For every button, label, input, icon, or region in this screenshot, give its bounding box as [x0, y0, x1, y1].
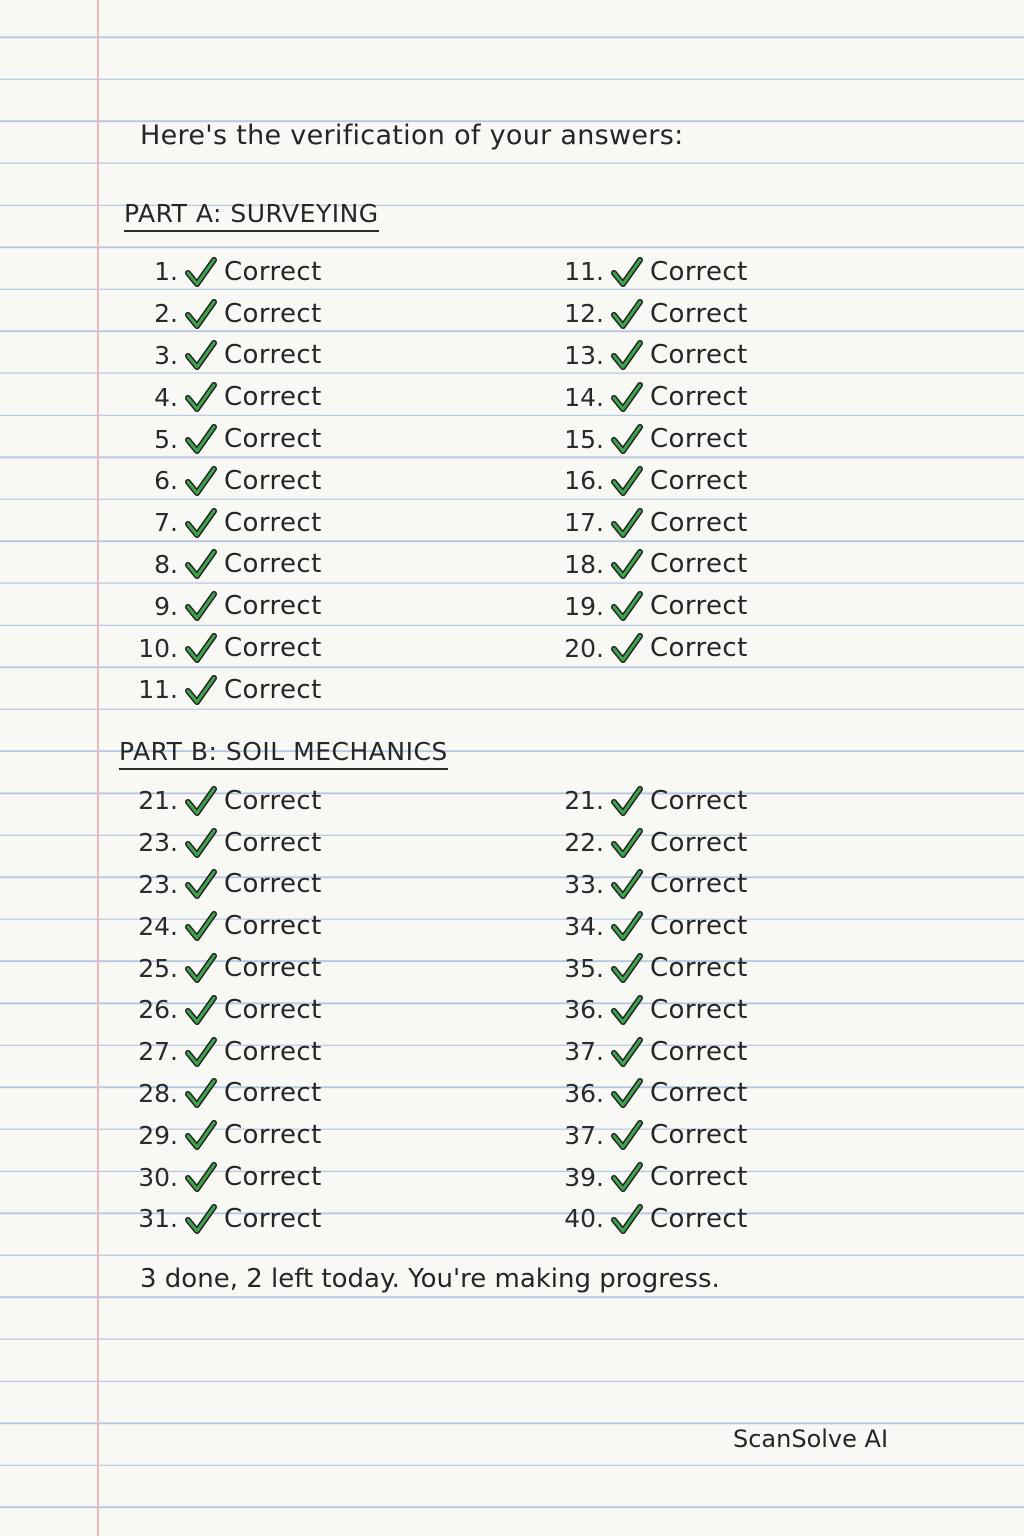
answer-row	[128, 1073, 322, 1115]
question-number: 10.	[138, 633, 178, 663]
answer-row	[554, 460, 748, 502]
status-label: Correct	[650, 785, 748, 816]
question-number: 18.	[564, 549, 604, 579]
answer-row	[554, 627, 748, 669]
status-label: Correct	[224, 674, 322, 705]
part-b-right-column	[554, 780, 748, 1240]
check-mark-icon	[604, 911, 650, 941]
brand-signature: ScanSolve AI	[733, 1425, 889, 1453]
answer-row	[128, 864, 322, 906]
status-label: Correct	[650, 827, 748, 858]
answer-row	[128, 905, 322, 947]
check-mark-icon	[178, 466, 224, 496]
answer-row	[128, 989, 322, 1031]
check-mark-icon	[178, 869, 224, 899]
check-mark-icon	[178, 591, 224, 621]
question-number: 6.	[154, 466, 178, 496]
question-number: 11.	[138, 675, 178, 705]
answer-row	[128, 780, 322, 822]
answer-row	[554, 544, 748, 586]
check-mark-icon	[604, 382, 650, 412]
status-label: Correct	[650, 1203, 748, 1234]
check-mark-icon	[178, 1078, 224, 1108]
check-mark-icon	[604, 340, 650, 370]
answer-row	[128, 251, 322, 293]
check-mark-icon	[604, 786, 650, 816]
status-label: Correct	[224, 382, 322, 413]
question-number: 9.	[154, 591, 178, 621]
check-mark-icon	[604, 828, 650, 858]
check-mark-icon	[604, 1037, 650, 1067]
check-mark-icon	[178, 340, 224, 370]
status-label: Correct	[224, 1203, 322, 1234]
check-mark-icon	[604, 508, 650, 538]
question-number: 16.	[564, 466, 604, 496]
question-number: 8.	[154, 549, 178, 579]
status-label: Correct	[224, 1078, 322, 1109]
status-label: Correct	[224, 549, 322, 580]
question-number: 33.	[564, 869, 604, 899]
check-mark-icon	[178, 1120, 224, 1150]
status-label: Correct	[650, 424, 748, 455]
check-mark-icon	[178, 257, 224, 287]
status-label: Correct	[650, 591, 748, 622]
question-number: 23.	[138, 869, 178, 899]
answer-row	[128, 947, 322, 989]
question-number: 28.	[138, 1078, 178, 1108]
status-label: Correct	[224, 785, 322, 816]
answer-row	[554, 418, 748, 460]
question-number: 20.	[564, 633, 604, 663]
answer-row	[128, 418, 322, 460]
part-a-left-column	[128, 251, 322, 711]
check-mark-icon	[178, 953, 224, 983]
question-number: 21.	[564, 786, 604, 816]
answer-row	[554, 376, 748, 418]
status-label: Correct	[224, 1120, 322, 1151]
question-number: 37.	[564, 1120, 604, 1150]
check-mark-icon	[178, 299, 224, 329]
answer-row	[554, 585, 748, 627]
intro-text: Here's the verification of your answers:	[140, 120, 684, 151]
status-label: Correct	[650, 953, 748, 984]
status-label: Correct	[224, 1162, 322, 1193]
answer-row	[554, 502, 748, 544]
status-label: Correct	[224, 1036, 322, 1067]
check-mark-icon	[178, 828, 224, 858]
answer-row	[554, 293, 748, 335]
status-label: Correct	[224, 591, 322, 622]
question-number: 36.	[564, 995, 604, 1025]
check-mark-icon	[604, 466, 650, 496]
check-mark-icon	[178, 911, 224, 941]
question-number: 1.	[154, 257, 178, 287]
answer-row	[554, 822, 748, 864]
question-number: 11.	[564, 257, 604, 287]
status-label: Correct	[224, 465, 322, 496]
question-number: 21.	[138, 786, 178, 816]
part-b-left-column	[128, 780, 322, 1240]
check-mark-icon	[604, 633, 650, 663]
check-mark-icon	[604, 424, 650, 454]
answer-row	[128, 627, 322, 669]
check-mark-icon	[604, 549, 650, 579]
status-label: Correct	[224, 953, 322, 984]
question-number: 25.	[138, 953, 178, 983]
check-mark-icon	[604, 869, 650, 899]
answer-row	[128, 544, 322, 586]
status-label: Correct	[224, 298, 322, 329]
check-mark-icon	[604, 1078, 650, 1108]
question-number: 29.	[138, 1120, 178, 1150]
answer-row	[128, 460, 322, 502]
check-mark-icon	[604, 591, 650, 621]
question-number: 13.	[564, 340, 604, 370]
question-number: 36.	[564, 1078, 604, 1108]
question-number: 14.	[564, 382, 604, 412]
question-number: 5.	[154, 424, 178, 454]
question-number: 23.	[138, 828, 178, 858]
question-number: 37.	[564, 1037, 604, 1067]
question-number: 4.	[154, 382, 178, 412]
status-label: Correct	[650, 507, 748, 538]
check-mark-icon	[604, 299, 650, 329]
question-number: 30.	[138, 1162, 178, 1192]
check-mark-icon	[178, 424, 224, 454]
question-number: 40.	[564, 1204, 604, 1234]
question-number: 12.	[564, 299, 604, 329]
status-label: Correct	[650, 256, 748, 287]
answer-row	[128, 1114, 322, 1156]
answer-row	[554, 1198, 748, 1240]
answer-row	[128, 669, 322, 711]
part-b-heading: PART B: SOIL MECHANICS	[119, 737, 448, 770]
check-mark-icon	[178, 508, 224, 538]
status-label: Correct	[224, 633, 322, 664]
question-number: 35.	[564, 953, 604, 983]
check-mark-icon	[178, 786, 224, 816]
question-number: 2.	[154, 299, 178, 329]
answer-row	[554, 1114, 748, 1156]
question-number: 3.	[154, 340, 178, 370]
answer-row	[128, 822, 322, 864]
status-label: Correct	[650, 911, 748, 942]
status-label: Correct	[224, 256, 322, 287]
status-label: Correct	[650, 382, 748, 413]
status-label: Correct	[650, 549, 748, 580]
status-label: Correct	[224, 827, 322, 858]
question-number: 39.	[564, 1162, 604, 1192]
answer-row	[554, 335, 748, 377]
answer-row	[554, 780, 748, 822]
question-number: 34.	[564, 911, 604, 941]
status-label: Correct	[224, 994, 322, 1025]
question-number: 15.	[564, 424, 604, 454]
status-label: Correct	[650, 1036, 748, 1067]
question-number: 27.	[138, 1037, 178, 1067]
answer-row	[128, 1031, 322, 1073]
answer-row	[554, 989, 748, 1031]
answer-row	[128, 1156, 322, 1198]
part-a-right-column	[554, 251, 748, 669]
progress-message: 3 done, 2 left today. You're making progress.	[140, 1264, 720, 1294]
status-label: Correct	[650, 298, 748, 329]
answer-row	[554, 251, 748, 293]
check-mark-icon	[604, 1120, 650, 1150]
status-label: Correct	[650, 465, 748, 496]
check-mark-icon	[604, 257, 650, 287]
question-number: 19.	[564, 591, 604, 621]
question-number: 24.	[138, 911, 178, 941]
answer-row	[554, 1073, 748, 1115]
check-mark-icon	[604, 995, 650, 1025]
answer-row	[128, 376, 322, 418]
question-number: 26.	[138, 995, 178, 1025]
answer-row	[554, 1031, 748, 1073]
status-label: Correct	[224, 911, 322, 942]
check-mark-icon	[178, 1162, 224, 1192]
check-mark-icon	[604, 1162, 650, 1192]
answer-row	[128, 585, 322, 627]
margin-line	[97, 0, 99, 1536]
status-label: Correct	[224, 340, 322, 371]
part-a-heading: PART A: SURVEYING	[124, 199, 379, 232]
answer-row	[128, 502, 322, 544]
question-number: 31.	[138, 1204, 178, 1234]
answer-row	[554, 1156, 748, 1198]
answer-row	[554, 947, 748, 989]
status-label: Correct	[650, 340, 748, 371]
question-number: 7.	[154, 508, 178, 538]
answer-row	[128, 1198, 322, 1240]
question-number: 17.	[564, 508, 604, 538]
status-label: Correct	[224, 869, 322, 900]
answer-row	[128, 335, 322, 377]
check-mark-icon	[178, 549, 224, 579]
check-mark-icon	[604, 953, 650, 983]
check-mark-icon	[604, 1204, 650, 1234]
answer-row	[554, 864, 748, 906]
check-mark-icon	[178, 675, 224, 705]
check-mark-icon	[178, 995, 224, 1025]
status-label: Correct	[650, 869, 748, 900]
question-number: 22.	[564, 828, 604, 858]
status-label: Correct	[650, 1120, 748, 1151]
status-label: Correct	[224, 507, 322, 538]
answer-row	[554, 905, 748, 947]
check-mark-icon	[178, 382, 224, 412]
status-label: Correct	[224, 424, 322, 455]
status-label: Correct	[650, 1162, 748, 1193]
status-label: Correct	[650, 1078, 748, 1109]
check-mark-icon	[178, 633, 224, 663]
check-mark-icon	[178, 1204, 224, 1234]
status-label: Correct	[650, 633, 748, 664]
status-label: Correct	[650, 994, 748, 1025]
answer-row	[128, 293, 322, 335]
check-mark-icon	[178, 1037, 224, 1067]
